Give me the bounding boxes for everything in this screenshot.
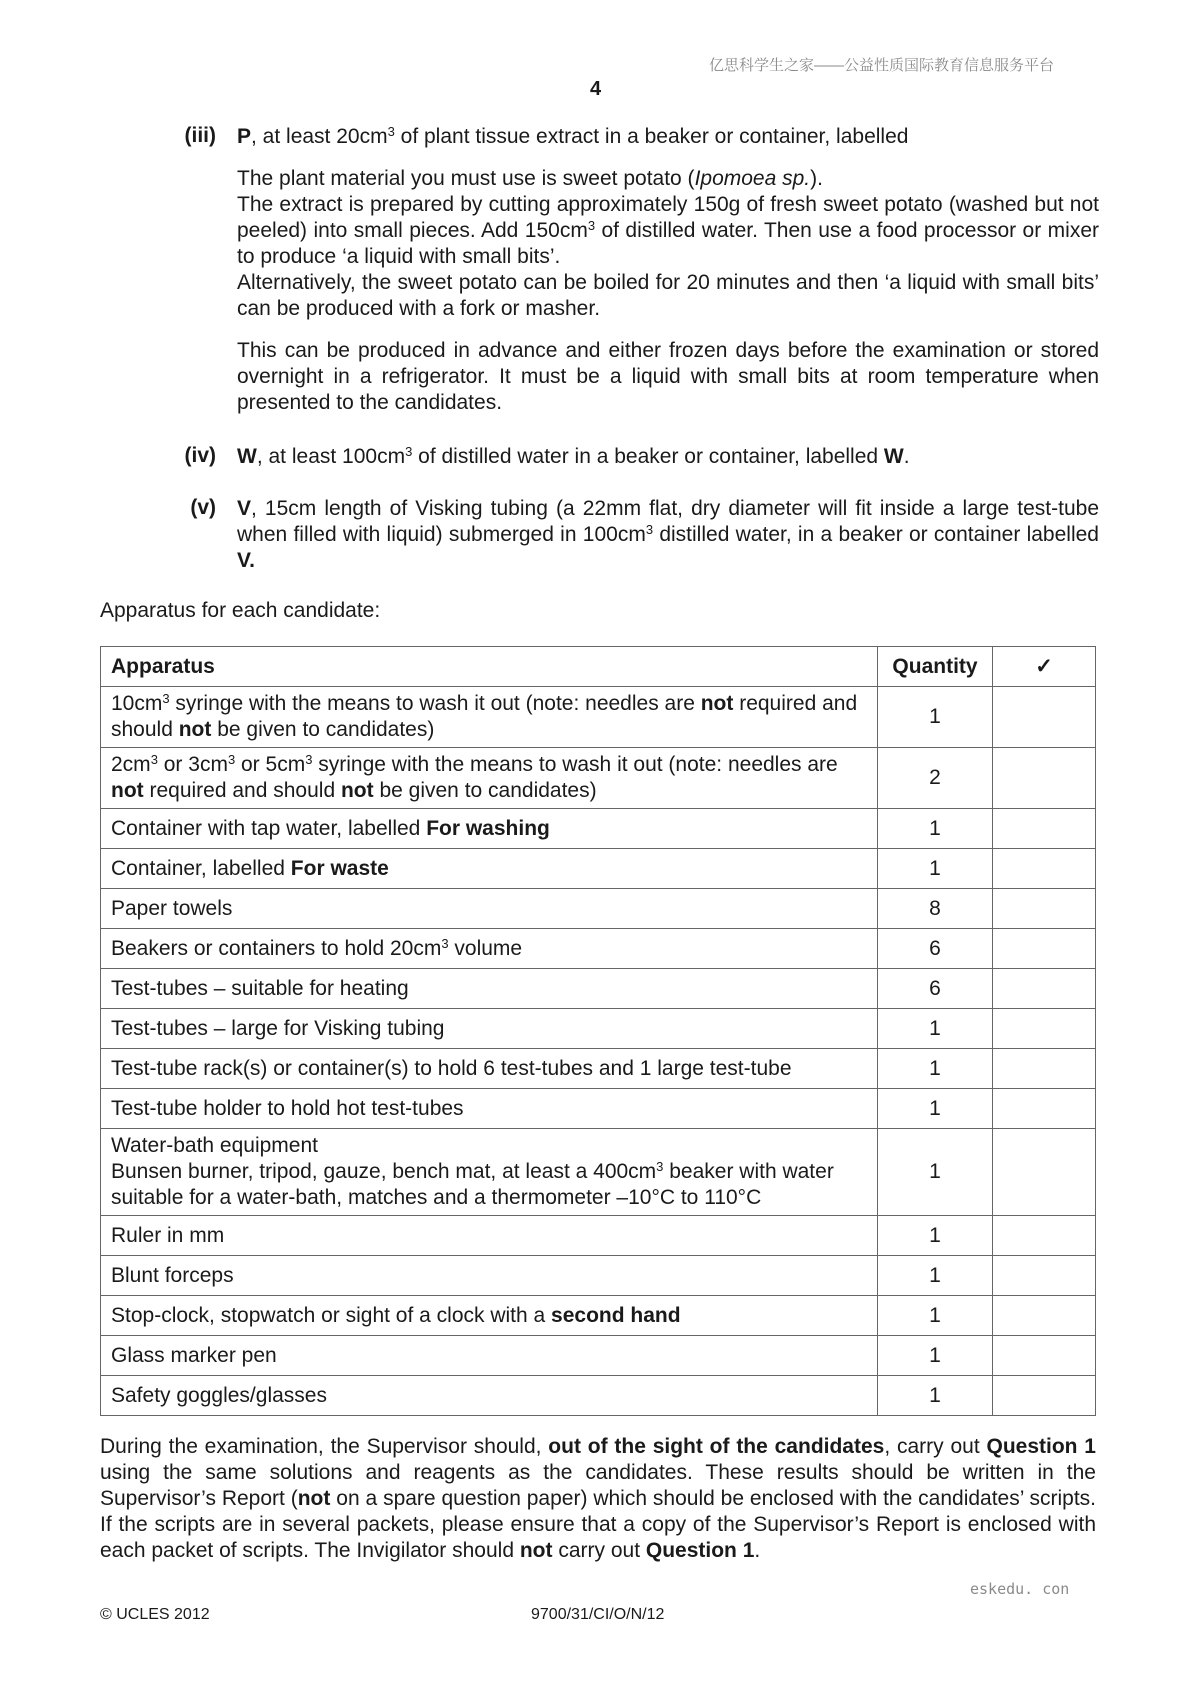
apparatus-cell: Test-tubes – suitable for heating: [101, 969, 878, 1009]
item-body: [237, 124, 1099, 416]
check-cell: [993, 1049, 1096, 1089]
quantity-cell: 1: [878, 1089, 993, 1129]
check-cell: [993, 929, 1096, 969]
apparatus-cell: Glass marker pen: [101, 1336, 878, 1376]
apparatus-cell: Container, labelled For waste: [101, 849, 878, 889]
item-label: (iii): [184, 124, 216, 147]
check-cell: [993, 1216, 1096, 1256]
table-row: [101, 1129, 1096, 1216]
table-row: [101, 889, 1096, 929]
apparatus-cell: $10cm^3$ syringe with the means to wash it out (note: needles are not required and should not be given to candidates): [101, 687, 878, 748]
quantity-cell: 1: [878, 1256, 993, 1296]
footer-watermark: eskedu. con: [970, 1580, 1070, 1598]
table-row: [101, 1296, 1096, 1336]
item-paragraph: W, at least $100cm^3$ of distilled water in a beaker or container, labelled W.: [237, 444, 910, 468]
quantity-cell: 2: [878, 748, 993, 809]
table-row: [101, 969, 1096, 1009]
footer-copyright: © UCLES 2012: [100, 1606, 210, 1623]
apparatus-cell: Beakers or containers to hold $20cm^3$ volume: [101, 929, 878, 969]
header-quantity: Quantity: [878, 647, 993, 687]
supervisor-instructions: [100, 1434, 1096, 1564]
check-cell: [993, 809, 1096, 849]
apparatus-cell: Safety goggles/glasses: [101, 1376, 878, 1416]
apparatus-cell: Paper towels: [101, 889, 878, 929]
check-cell: [993, 687, 1096, 748]
check-cell: [993, 748, 1096, 809]
table-row: [101, 1009, 1096, 1049]
apparatus-cell: Water-bath equipment Bunsen burner, tripod, gauze, bench mat, at least a $400cm^3$ beaker with water suitable for a water-bath, matches and a thermometer –10°C to 110°C: [101, 1129, 878, 1216]
header-check: ✓: [993, 647, 1096, 687]
check-cell: [993, 1089, 1096, 1129]
apparatus-cell: Stop-clock, stopwatch or sight of a clock with a second hand: [101, 1296, 878, 1336]
table-row: [101, 1336, 1096, 1376]
apparatus-intro: Apparatus for each candidate:: [100, 599, 381, 622]
item-body: [237, 444, 1099, 470]
check-cell: [993, 1009, 1096, 1049]
check-cell: [993, 1336, 1096, 1376]
check-cell: [993, 1296, 1096, 1336]
check-cell: [993, 1376, 1096, 1416]
item-paragraph: P, at least $20cm^3$ of plant tissue extract in a beaker or container, labelled: [237, 124, 909, 148]
check-cell: [993, 1129, 1096, 1216]
check-cell: [993, 1256, 1096, 1296]
item-label: (v): [190, 496, 216, 519]
quantity-cell: 8: [878, 889, 993, 929]
apparatus-table: [100, 646, 1096, 1416]
apparatus-cell: Container with tap water, labelled For washing: [101, 809, 878, 849]
quantity-cell: 1: [878, 809, 993, 849]
item-paragraph: The plant material you must use is sweet potato (Ipomoea sp.). The extract is prepared by cutting approximately 150g of fresh sweet potato (washed but not peeled) into small pieces. Add $150cm^3$ of distilled water. Then use a food processor or mixer to produce ‘a liquid with small bits’. Alternatively, the sweet potato can be boiled for 20 minutes and then ‘a liquid with small bits’ can be produced with a fork or masher.: [237, 167, 1099, 320]
page-number: 4: [589, 78, 602, 100]
check-cell: [993, 849, 1096, 889]
table-header-row: [101, 647, 1096, 687]
apparatus-cell: Ruler in mm: [101, 1216, 878, 1256]
apparatus-cell: Test-tube holder to hold hot test-tubes: [101, 1089, 878, 1129]
quantity-cell: 1: [878, 1216, 993, 1256]
table-row: [101, 748, 1096, 809]
header-apparatus: Apparatus: [101, 647, 878, 687]
table-row: [101, 687, 1096, 748]
quantity-cell: 1: [878, 1296, 993, 1336]
quantity-cell: 1: [878, 1009, 993, 1049]
quantity-cell: 6: [878, 929, 993, 969]
check-cell: [993, 889, 1096, 929]
item-paragraph: This can be produced in advance and either frozen days before the examination or stored overnight in a refrigerator. It must be a liquid with small bits at room temperature when presented to the candidates.: [237, 339, 1099, 414]
quantity-cell: 1: [878, 1129, 993, 1216]
table-row: [101, 1089, 1096, 1129]
quantity-cell: 1: [878, 1376, 993, 1416]
quantity-cell: 1: [878, 849, 993, 889]
table-row: [101, 809, 1096, 849]
header-watermark: 亿思科学生之家——公益性质国际教育信息服务平台: [708, 57, 1054, 74]
closing-paragraph: During the examination, the Supervisor should, out of the sight of the candidates, carry out Question 1 using the same solutions and reagents as the candidates. These results should be written in the Supervisor’s Report (not on a spare question paper) which should be enclosed with the candidates’ scripts. If the scripts are in several packets, please ensure that a copy of the Supervisor’s Report is enclosed with each packet of scripts. The Invigilator should not carry out Question 1.: [100, 1435, 1096, 1562]
footer-code: 9700/31/CI/O/N/12: [531, 1606, 665, 1623]
table-row: [101, 1376, 1096, 1416]
quantity-cell: 6: [878, 969, 993, 1009]
table-row: [101, 849, 1096, 889]
quantity-cell: 1: [878, 1336, 993, 1376]
table-row: [101, 1049, 1096, 1089]
apparatus-cell: Test-tube rack(s) or container(s) to hold 6 test-tubes and 1 large test-tube: [101, 1049, 878, 1089]
quantity-cell: 1: [878, 687, 993, 748]
quantity-cell: 1: [878, 1049, 993, 1089]
check-cell: [993, 969, 1096, 1009]
table-row: [101, 1256, 1096, 1296]
table-row: [101, 1216, 1096, 1256]
item-paragraph: V, 15cm length of Visking tubing (a 22mm flat, dry diameter will fit inside a large test-tube when filled with liquid) submerged in $100cm^3$ distilled water, in a beaker or container labelled V.: [237, 497, 1099, 572]
apparatus-cell: Blunt forceps: [101, 1256, 878, 1296]
apparatus-cell: $2cm^3$ or $3cm^3$ or $5cm^3$ syringe with the means to wash it out (note: needles are not required and should not be given to candidates): [101, 748, 878, 809]
apparatus-cell: Test-tubes – large for Visking tubing: [101, 1009, 878, 1049]
table-row: [101, 929, 1096, 969]
item-body: [237, 496, 1099, 574]
item-label: (iv): [184, 444, 216, 467]
